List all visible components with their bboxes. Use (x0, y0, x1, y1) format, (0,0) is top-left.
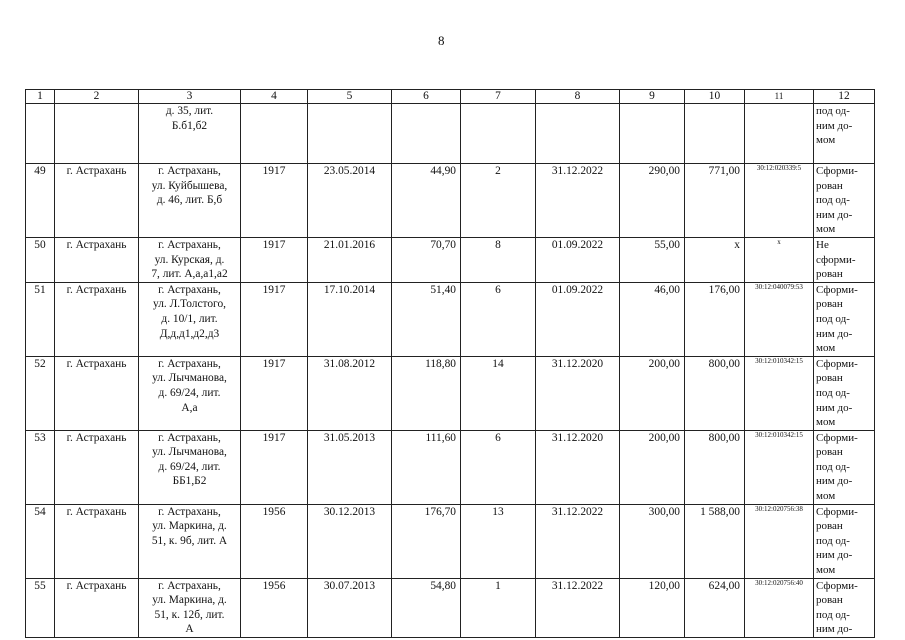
cell-cadastral-number: х (745, 237, 814, 282)
cell-date: 17.10.2014 (308, 282, 392, 356)
cell-city: г. Астрахань (55, 164, 139, 238)
cell-city: г. Астрахань (55, 578, 139, 637)
cell-address: г. Астрахань, ул. Маркина, д. 51, к. 12б, лит. А (139, 578, 241, 637)
cell-col9: 200,00 (620, 430, 685, 504)
cell-col10: 771,00 (685, 164, 745, 238)
cell-deadline: 31.12.2022 (536, 504, 620, 578)
cell-date: 31.05.2013 (308, 430, 392, 504)
cell-number: 55 (26, 578, 55, 637)
table-row (26, 104, 875, 164)
cell-address: д. 35, лит. Б.б1,б2 (139, 104, 241, 164)
cell-city: г. Астрахань (55, 504, 139, 578)
table-row (26, 282, 875, 356)
cell-col10: 624,00 (685, 578, 745, 637)
cell-count: 6 (461, 282, 536, 356)
cell-col10: 800,00 (685, 430, 745, 504)
cell-deadline: 31.12.2022 (536, 578, 620, 637)
cell-count: 6 (461, 430, 536, 504)
cell-col9: 120,00 (620, 578, 685, 637)
cell-year: 1917 (241, 164, 308, 238)
cell-col9: 290,00 (620, 164, 685, 238)
cell-city: г. Астрахань (55, 430, 139, 504)
cell-col9: 55,00 (620, 237, 685, 282)
cell-city: г. Астрахань (55, 237, 139, 282)
cell-count (461, 104, 536, 164)
column-number-row (26, 90, 875, 104)
column-header: 6 (392, 90, 461, 104)
cell-number: 50 (26, 237, 55, 282)
cell-date (308, 104, 392, 164)
cell-number (26, 104, 55, 164)
cell-date: 21.01.2016 (308, 237, 392, 282)
cell-cadastral-number (745, 104, 814, 164)
table-row (26, 356, 875, 430)
table-row (26, 430, 875, 504)
cell-address: г. Астрахань, ул. Лычманова, д. 69/24, лит. А,а (139, 356, 241, 430)
cell-count: 8 (461, 237, 536, 282)
cell-cadastral-number: 30:12:010342:15 (745, 430, 814, 504)
cell-area (392, 104, 461, 164)
column-header tiny: 11 (745, 90, 814, 104)
column-header: 4 (241, 90, 308, 104)
table-row (26, 578, 875, 637)
cell-status: Не сформи- рован (814, 237, 875, 282)
cell-area: 70,70 (392, 237, 461, 282)
cell-city: г. Астрахань (55, 356, 139, 430)
column-header: 10 (685, 90, 745, 104)
cell-col9 (620, 104, 685, 164)
cell-area: 54,80 (392, 578, 461, 637)
cell-cadastral-number: 30:12:020756:38 (745, 504, 814, 578)
cell-status: Сформи- рован под од- ним до- мом (814, 164, 875, 238)
table-row (26, 237, 875, 282)
cell-year: 1917 (241, 237, 308, 282)
cell-date: 23.05.2014 (308, 164, 392, 238)
cell-address: г. Астрахань, ул. Лычманова, д. 69/24, лит. ББ1,Б2 (139, 430, 241, 504)
column-header: 3 (139, 90, 241, 104)
column-header: 7 (461, 90, 536, 104)
cell-count: 1 (461, 578, 536, 637)
column-header: 8 (536, 90, 620, 104)
cell-number: 49 (26, 164, 55, 238)
cell-address: г. Астрахань, ул. Маркина, д. 51, к. 9б, лит. А (139, 504, 241, 578)
cell-status: Сформи- рован под од- ним до- мом (814, 356, 875, 430)
cell-count: 14 (461, 356, 536, 430)
table-row (26, 504, 875, 578)
column-header: 12 (814, 90, 875, 104)
cell-col10: 176,00 (685, 282, 745, 356)
cell-area: 118,80 (392, 356, 461, 430)
column-header: 5 (308, 90, 392, 104)
cell-number: 52 (26, 356, 55, 430)
cell-number: 53 (26, 430, 55, 504)
cell-year: 1917 (241, 356, 308, 430)
cell-area: 176,70 (392, 504, 461, 578)
cell-address: г. Астрахань, ул. Л.Толстого, д. 10/1, лит. Д,д,д1,д2,д3 (139, 282, 241, 356)
cell-address: г. Астрахань, ул. Курская, д. 7, лит. А,а,а1,а2 (139, 237, 241, 282)
housing-registry-table (25, 89, 875, 638)
cell-cadastral-number: 30:12:040079:53 (745, 282, 814, 356)
cell-count: 2 (461, 164, 536, 238)
cell-count: 13 (461, 504, 536, 578)
cell-status: Сформи- рован под од- ним до- (814, 578, 875, 637)
cell-year: 1917 (241, 430, 308, 504)
cell-col10 (685, 104, 745, 164)
cell-year: 1956 (241, 578, 308, 637)
cell-col9: 200,00 (620, 356, 685, 430)
cell-date: 30.07.2013 (308, 578, 392, 637)
cell-city (55, 104, 139, 164)
cell-col9: 300,00 (620, 504, 685, 578)
cell-deadline: 01.09.2022 (536, 282, 620, 356)
cell-cadastral-number: 30:12:020756:40 (745, 578, 814, 637)
cell-status: Сформи- рован под од- ним до- мом (814, 430, 875, 504)
column-header: 9 (620, 90, 685, 104)
cell-col10: 1 588,00 (685, 504, 745, 578)
cell-cadastral-number: 30:12:010342:15 (745, 356, 814, 430)
cell-deadline: 31.12.2020 (536, 430, 620, 504)
cell-city: г. Астрахань (55, 282, 139, 356)
cell-status: Сформи- рован под од- ним до- мом (814, 504, 875, 578)
cell-deadline (536, 104, 620, 164)
cell-area: 51,40 (392, 282, 461, 356)
cell-col9: 46,00 (620, 282, 685, 356)
cell-year: 1917 (241, 282, 308, 356)
cell-deadline: 31.12.2022 (536, 164, 620, 238)
cell-number: 51 (26, 282, 55, 356)
table-row (26, 164, 875, 238)
cell-deadline: 31.12.2020 (536, 356, 620, 430)
page-number: 8 (438, 33, 445, 48)
cell-col10: х (685, 237, 745, 282)
column-header: 1 (26, 90, 55, 104)
cell-year: 1956 (241, 504, 308, 578)
cell-cadastral-number: 30:12:020339:5 (745, 164, 814, 238)
cell-status: под од- ним до- мом (814, 104, 875, 164)
column-header: 2 (55, 90, 139, 104)
cell-year (241, 104, 308, 164)
cell-address: г. Астрахань, ул. Куйбышева, д. 46, лит. Б,б (139, 164, 241, 238)
cell-date: 30.12.2013 (308, 504, 392, 578)
cell-number: 54 (26, 504, 55, 578)
cell-date: 31.08.2012 (308, 356, 392, 430)
cell-area: 111,60 (392, 430, 461, 504)
cell-area: 44,90 (392, 164, 461, 238)
cell-col10: 800,00 (685, 356, 745, 430)
cell-deadline: 01.09.2022 (536, 237, 620, 282)
cell-status: Сформи- рован под од- ним до- мом (814, 282, 875, 356)
